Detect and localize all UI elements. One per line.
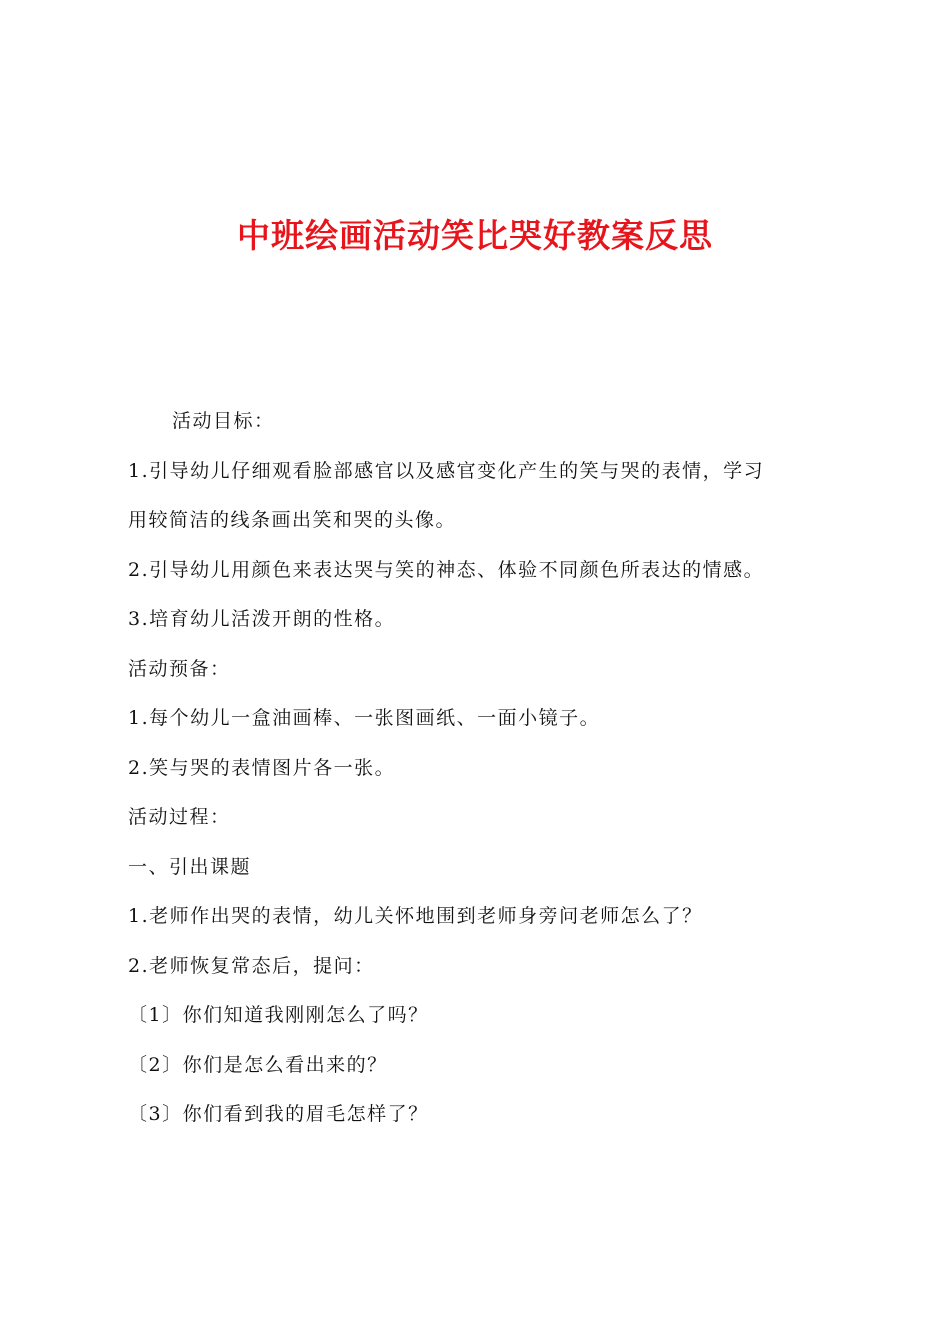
paragraph-line: 1.老师作出哭的表情，幼儿关怀地围到老师身旁问老师怎么了？ [128,905,703,927]
paragraph-line: 用较简洁的线条画出笑和哭的头像。 [128,509,457,531]
document-body [128,397,834,1140]
paragraph-line: 1.引导幼儿仔细观看脸部感官以及感官变化产生的笑与哭的表情，学习 [128,459,765,482]
question-line: 〔3〕你们看到我的眉毛怎样了？ [128,1103,429,1125]
paragraph-line: 3.培育幼儿活泼开朗的性格。 [128,608,396,630]
question-line: 〔1〕你们知道我刚刚怎么了吗？ [128,1004,429,1026]
paragraph-line: 2.老师恢复常态后，提问： [128,954,375,977]
section-heading-goals: 活动目标： [172,410,275,432]
section-heading-preparation: 活动预备： [128,657,231,680]
subsection-heading: 一、引出课题 [128,855,252,878]
paragraph-line: 2.笑与哭的表情图片各一张。 [128,756,396,779]
paragraph-line: 2.引导幼儿用颜色来表达哭与笑的神态、体验不同颜色所表达的情感。 [128,558,765,581]
section-heading-process: 活动过程： [128,806,231,828]
question-line: 〔2〕你们是怎么看出来的？ [128,1053,388,1076]
document-title: 中班绘画活动笑比哭好教案反思 [237,216,713,255]
paragraph-line: 1.每个幼儿一盒油画棒、一张图画纸、一面小镜子。 [128,707,601,729]
